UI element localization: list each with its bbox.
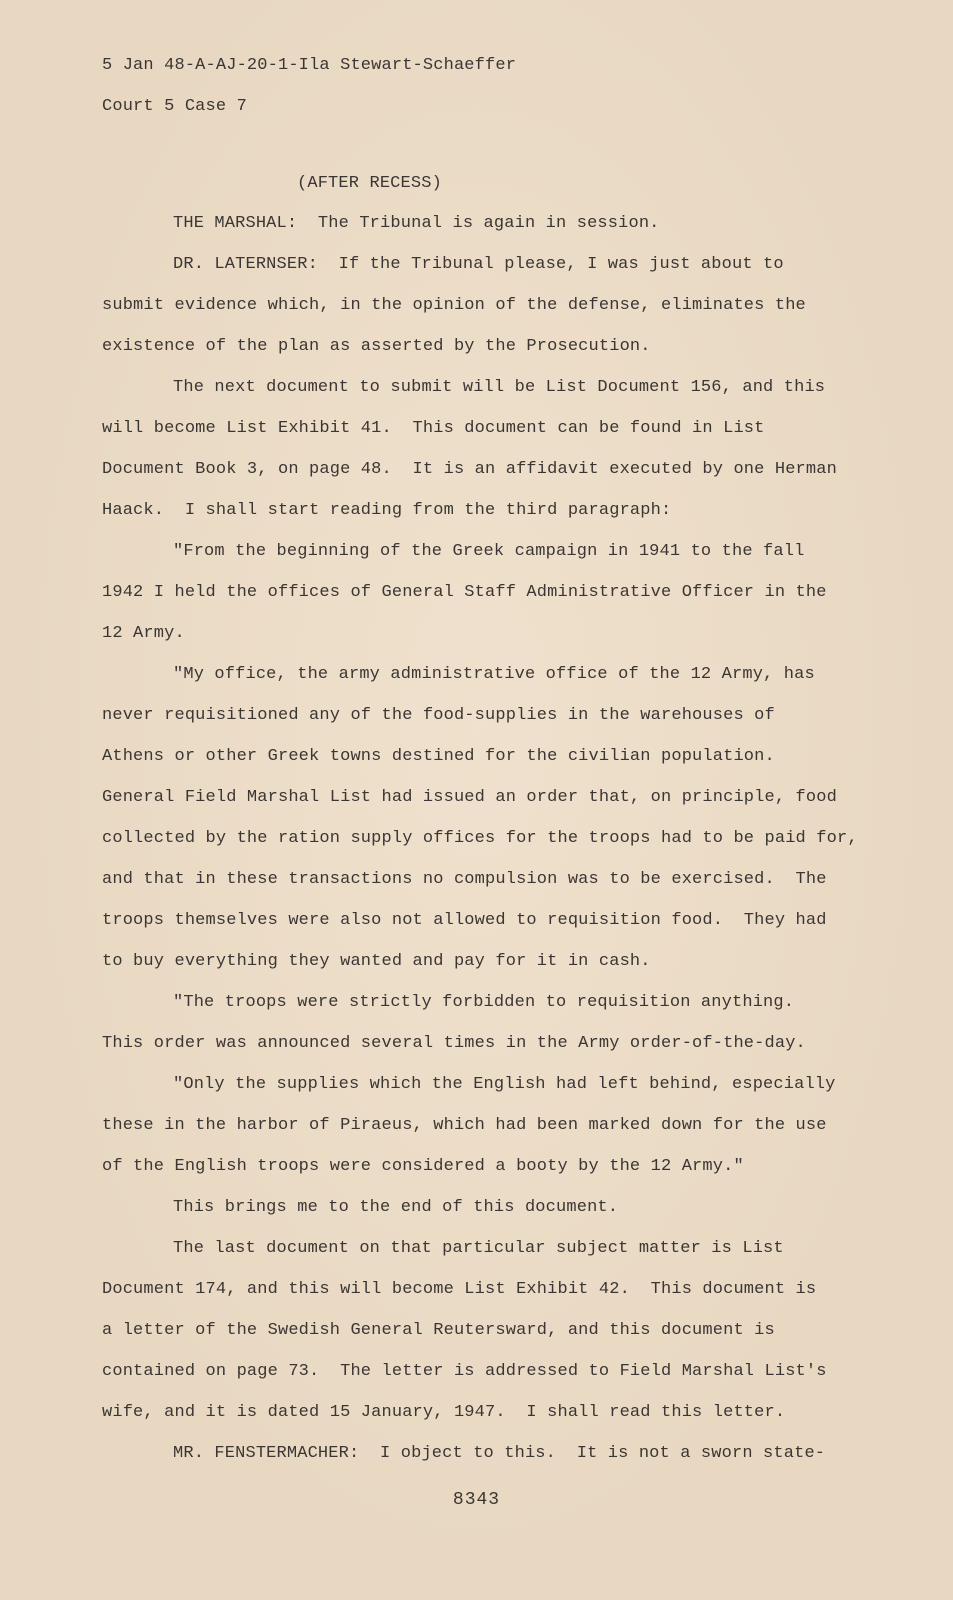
text-line: General Field Marshal List had issued an order that, on principle, food <box>102 788 837 807</box>
page-number: 8343 <box>452 1490 501 1510</box>
text-line: existence of the plan as asserted by the Prosecution. <box>102 337 651 356</box>
text-line: and that in these transactions no compulsion was to be exercised. The <box>102 870 827 889</box>
text-line: collected by the ration supply offices for the troops had to be paid for, <box>102 829 858 848</box>
text-line: submit evidence which, in the opinion of the defense, eliminates the <box>102 296 806 315</box>
court-case-label: Court 5 Case 7 <box>102 97 247 116</box>
text-line: "My office, the army administrative office of the 12 Army, has <box>173 665 815 684</box>
text-line: to buy everything they wanted and pay for it in cash. <box>102 952 651 971</box>
text-line: The last document on that particular subject matter is List <box>173 1239 784 1258</box>
text-line: This order was announced several times in the Army order-of-the-day. <box>102 1034 806 1053</box>
document-reference: 5 Jan 48-A-AJ-20-1-Ila Stewart-Schaeffer <box>102 56 517 75</box>
text-line: 1942 I held the offices of General Staff Administrative Officer in the <box>102 583 827 602</box>
text-line: 12 Army. <box>102 624 185 643</box>
text-line: a letter of the Swedish General Reutersward, and this document is <box>102 1321 775 1340</box>
text-line: Athens or other Greek towns destined for the civilian population. <box>102 747 775 766</box>
text-line: never requisitioned any of the food-supplies in the warehouses of <box>102 706 775 725</box>
text-line: MR. FENSTERMACHER: I object to this. It is not a sworn state- <box>173 1444 826 1463</box>
text-line: contained on page 73. The letter is addressed to Field Marshal List's <box>102 1362 827 1381</box>
recess-heading: (AFTER RECESS) <box>297 174 442 193</box>
text-line: The next document to submit will be List Document 156, and this <box>173 378 826 397</box>
text-line: This brings me to the end of this document. <box>173 1198 619 1217</box>
text-line: "From the beginning of the Greek campaign in 1941 to the fall <box>173 542 805 561</box>
text-line: wife, and it is dated 15 January, 1947. I shall read this letter. <box>102 1403 786 1422</box>
text-line: Document 174, and this will become List Exhibit 42. This document is <box>102 1280 817 1299</box>
text-line: Haack. I shall start reading from the third paragraph: <box>102 501 672 520</box>
text-line: "The troops were strictly forbidden to requisition anything. <box>173 993 795 1012</box>
text-line: troops themselves were also not allowed to requisition food. They had <box>102 911 827 930</box>
text-line: of the English troops were considered a booty by the 12 Army." <box>102 1157 744 1176</box>
text-line: THE MARSHAL: The Tribunal is again in session. <box>173 214 660 233</box>
text-line: "Only the supplies which the English had left behind, especially <box>173 1075 836 1094</box>
text-line: will become List Exhibit 41. This document can be found in List <box>102 419 765 438</box>
text-line: DR. LATERNSER: If the Tribunal please, I was just about to <box>173 255 784 274</box>
text-line: these in the harbor of Piraeus, which had been marked down for the use <box>102 1116 827 1135</box>
text-line: Document Book 3, on page 48. It is an affidavit executed by one Herman <box>102 460 837 479</box>
